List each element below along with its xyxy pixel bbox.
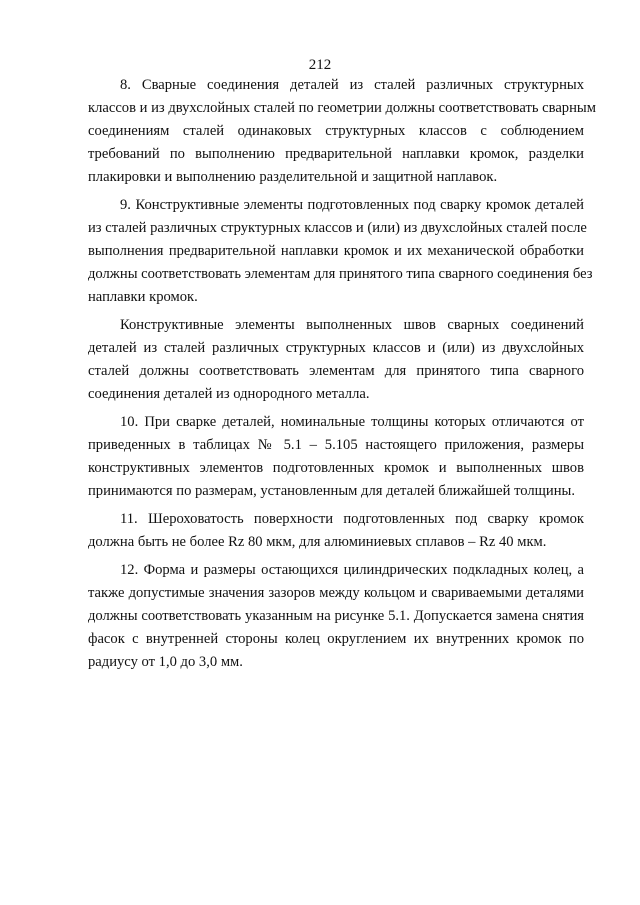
paragraph-12 <box>88 559 584 674</box>
text-line: должны соответствовать указанным на рисунке 5.1. Допускается замена снятия <box>88 608 584 624</box>
text-line: должна быть не более Rz 80 мкм, для алюминиевых сплавов – Rz 40 мкм. <box>88 534 547 550</box>
text-line: принимаются по размерам, установленным для деталей ближайшей толщины. <box>88 483 575 499</box>
text-line: фасок с внутренней стороны колец округлением их внутренних кромок по <box>88 631 584 647</box>
text-line: должны соответствовать элементам для принятого типа сварного соединения без <box>88 266 593 282</box>
text-line: выполнения предварительной наплавки кромок и их механической обработки <box>88 243 584 259</box>
document-body <box>88 74 596 679</box>
text-line: 11. Шероховатость поверхности подготовленных под сварку кромок <box>120 511 584 527</box>
text-line: приведенных в таблицах № 5.1 – 5.105 настоящего приложения, размеры <box>88 437 584 453</box>
paragraph-11 <box>88 508 584 554</box>
text-line: наплавки кромок. <box>88 289 198 305</box>
text-line: классов и из двухслойных сталей по геометрии должны соответствовать сварным <box>88 100 596 116</box>
text-line: Конструктивные элементы выполненных швов сварных соединений <box>120 317 584 333</box>
text-line: плакировки и выполнению разделительной и защитной наплавок. <box>88 169 498 185</box>
text-line: конструктивных элементов подготовленных кромок и выполненных швов <box>88 460 584 476</box>
text-line: соединениям сталей одинаковых структурных классов с соблюдением <box>88 123 584 139</box>
text-line: из сталей различных структурных классов и (или) из двухслойных сталей после <box>88 220 587 236</box>
paragraph-8 <box>88 74 596 189</box>
text-line: 9. Конструктивные элементы подготовленных под сварку кромок деталей <box>120 197 584 213</box>
page-number: 212 <box>308 57 332 73</box>
text-line: радиусу от 1,0 до 3,0 мм. <box>88 654 243 670</box>
text-line: 8. Сварные соединения деталей из сталей различных структурных <box>120 77 584 93</box>
paragraph-9-continued <box>88 314 584 406</box>
paragraph-9 <box>88 194 593 309</box>
text-line: 10. При сварке деталей, номинальные толщины которых отличаются от <box>120 414 584 430</box>
paragraph-10 <box>88 411 584 503</box>
text-line: деталей из сталей различных структурных классов и (или) из двухслойных <box>88 340 584 356</box>
text-line: также допустимые значения зазоров между кольцом и свариваемыми деталями <box>88 585 584 601</box>
text-line: соединения деталей из однородного металла. <box>88 386 370 402</box>
text-line: сталей должны соответствовать элементам для принятого типа сварного <box>88 363 584 379</box>
text-line: 12. Форма и размеры остающихся цилиндрических подкладных колец, а <box>120 562 584 578</box>
text-line: требований по выполнению предварительной наплавки кромок, разделки <box>88 146 584 162</box>
